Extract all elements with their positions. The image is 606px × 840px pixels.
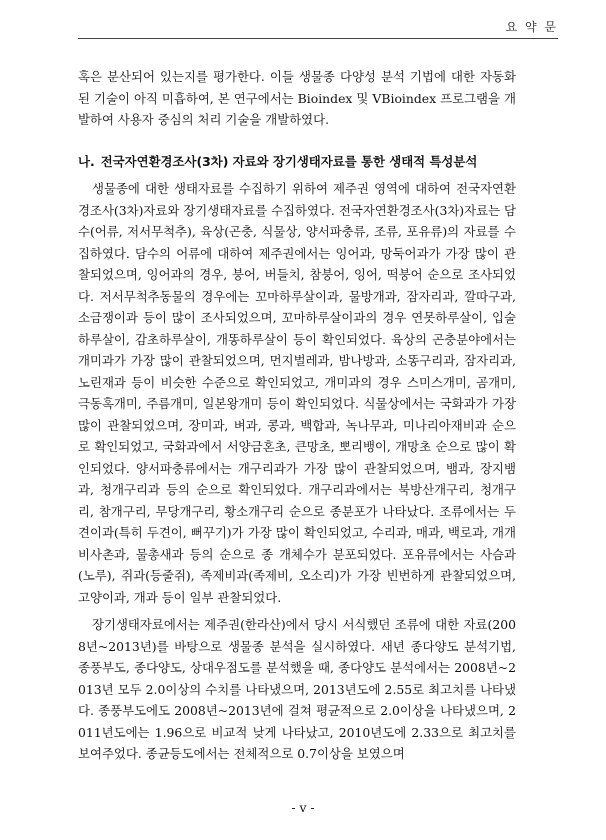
running-header-title: 요 약 문 <box>505 20 558 34</box>
body-paragraph-survey: 생물종에 대한 생태자료를 수집하기 위하여 제주권 영역에 대하여 전국자연환경조사(3차)자료와 장기생태자료를 수집하였다. 전국자연환경조사(3차)자료는 담수(어류, 저서무척추), 육상(곤충, 식물상, 양서파충류, 조류, 포유류)의 자료를 수집하였다. 담수의 어류에 대하여 제주권에서는 잉어과, 망둑어과가 가장 많이 관찰되었으며, 잉어과의 경우, 붕어, 버들치, 참붕어, 잉어, 떡붕어 순으로 조사되었다. 저서무척추동물의 경우에는 꼬마하루살이과, 물방개과, 잠자리과, 깔따구과, 소금쟁이과 등이 많이 조사되었으며, 꼬마하루살이과의 경우 연못하루살이, 입술하루살이, 감초하루살이, 개똥하루살이 등이 확인되었다. 육상의 곤충분야에서는 개미과가 가장 많이 관찰되었으며, 먼지벌레과, 밤나방과, 소똥구리과, 잠자리과, 노린재과 등이 비슷한 수준으로 확인되었고, 개미과의 경우 스미스개미, 곰개미, 극동혹개미, 주름개미, 일본왕개미 등이 확인되었다. 식물상에서는 국화과가 가장 많이 관찰되었으며, 장미과, 벼과, 콩과, 백합과, 녹나무과, 미나리아재비과 순으로 확인되었고, 국화과에서 서양금혼초, 큰망초, 뽀리뱅이, 개망초 순으로 많이 확인되었다. 양서파충류에서는 개구리과가 가장 많이 관찰되었으며, 뱀과, 장지뱀과, 청개구리과 등의 순으로 확인되었다. 개구리과에서는 북방산개구리, 청개구리, 참개구리, 무당개구리, 황소개구리 순으로 종분포가 나타났다. 조류에서는 두견이과(특히 두견이, 뻐꾸기)가 가장 많이 확인되었고, 수리과, 매과, 백로과, 개개비사촌과, 물총새과 등의 순으로 종 개체수가 분포되었다. 포유류에서는 사슴과(노루), 쥐과(등줄쥐), 족제비과(족제비, 오소리)가 가장 빈번하게 관찰되었으며, 고양이과, 개과 등이 일부 관찰되었다. <box>78 181 516 605</box>
page-number: - v - <box>291 800 315 815</box>
section-heading <box>78 151 516 173</box>
intro-paragraph: 혹은 분산되어 있는지를 평가한다. 이들 생물종 다양성 분석 기법에 대한 자동화된 기술이 아직 미흡하여, 본 연구에서는 Bioindex 및 VBioindex 프로그램을 개발하여 사용자 중심의 처리 기술을 개발하였다. <box>78 69 516 127</box>
section-number: 나. <box>78 153 95 169</box>
page-body <box>78 66 516 765</box>
section-title: 전국자연환경조사(3차) 자료와 장기생태자료를 통한 생태적 특성분석 <box>100 153 478 169</box>
body-paragraph-longterm: 장기생태자료에서는 제주권(한라산)에서 당시 서식했던 조류에 대한 자료(2008년~2013년)를 바탕으로 생물종 분석을 실시하였다. 새년 종다양도 분석기법, 종풍부도, 종다양도, 상대우점도를 분석했을 때, 종다양도 분석에서는 2008년~2013년 모두 2.0이상의 수치를 나타냈으며, 2013년도에 2.55로 최고치를 나타냈다. 종풍부도에도 2008년~2013년에 걸쳐 평균적으로 2.0이상을 나타냈으며, 2011년도에는 1.96으로 비교적 낮게 나타났고, 2010년도에 2.33으로 최고치를 보여주었다. 종균등도에서는 전체적으로 0.7이상을 보였으며 <box>78 617 516 761</box>
header-divider <box>78 38 558 39</box>
